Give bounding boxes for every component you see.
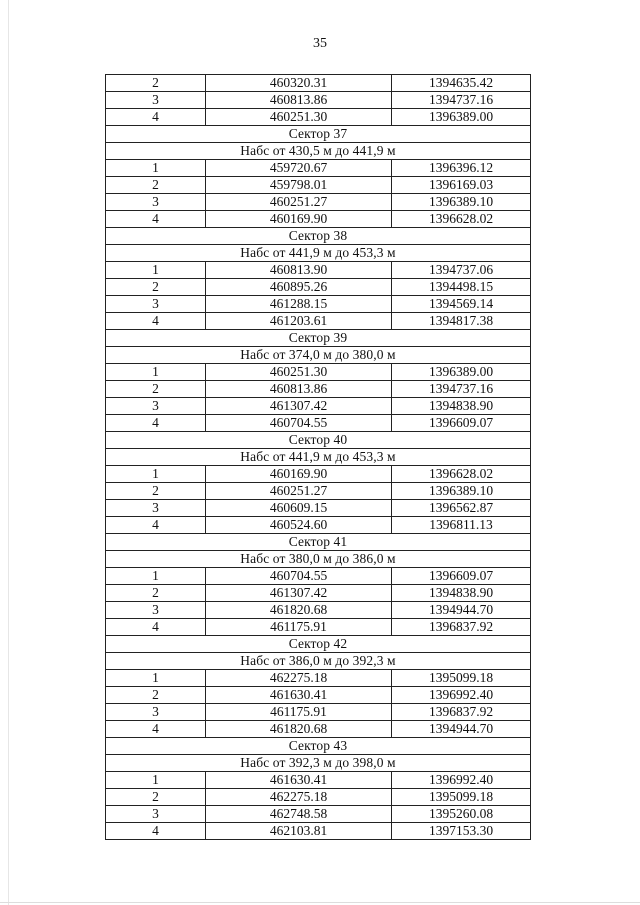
coordinates-table — [105, 74, 531, 840]
sector-height-range-row — [106, 551, 531, 568]
table-row — [106, 415, 531, 432]
table-row — [106, 296, 531, 313]
table-row — [106, 466, 531, 483]
x-coordinate-cell: 459720.67 — [206, 160, 392, 177]
x-coordinate-cell: 460524.60 — [206, 517, 392, 534]
y-coordinate-cell: 1396811.13 — [392, 517, 531, 534]
table-row — [106, 381, 531, 398]
y-coordinate-cell: 1397153.30 — [392, 823, 531, 840]
point-number-cell: 3 — [106, 296, 206, 313]
table-row — [106, 517, 531, 534]
point-number-cell: 2 — [106, 279, 206, 296]
sector-height-range-row — [106, 449, 531, 466]
point-number-cell: 4 — [106, 415, 206, 432]
point-number-cell: 1 — [106, 160, 206, 177]
point-number-cell: 4 — [106, 211, 206, 228]
x-coordinate-cell: 460251.30 — [206, 109, 392, 126]
sector-height-range-row — [106, 245, 531, 262]
table-row — [106, 704, 531, 721]
y-coordinate-cell: 1396389.10 — [392, 194, 531, 211]
point-number-cell: 2 — [106, 585, 206, 602]
table-row — [106, 568, 531, 585]
sector-title: Сектор 43 — [106, 738, 531, 755]
x-coordinate-cell: 460320.31 — [206, 75, 392, 92]
y-coordinate-cell: 1396837.92 — [392, 704, 531, 721]
x-coordinate-cell: 461175.91 — [206, 619, 392, 636]
point-number-cell: 4 — [106, 721, 206, 738]
table-row — [106, 262, 531, 279]
sector-title: Сектор 41 — [106, 534, 531, 551]
sector-title-row — [106, 126, 531, 143]
point-number-cell: 3 — [106, 704, 206, 721]
table-row — [106, 687, 531, 704]
x-coordinate-cell: 462275.18 — [206, 670, 392, 687]
y-coordinate-cell: 1396389.00 — [392, 364, 531, 381]
x-coordinate-cell: 461307.42 — [206, 585, 392, 602]
sector-height-range-row — [106, 347, 531, 364]
table-row — [106, 211, 531, 228]
x-coordinate-cell: 460813.86 — [206, 92, 392, 109]
table-row — [106, 313, 531, 330]
table-row — [106, 721, 531, 738]
y-coordinate-cell: 1396389.10 — [392, 483, 531, 500]
table-row — [106, 483, 531, 500]
table-row — [106, 806, 531, 823]
x-coordinate-cell: 460169.90 — [206, 466, 392, 483]
sector-height-range: Набс от 392,3 м до 398,0 м — [106, 755, 531, 772]
x-coordinate-cell: 461203.61 — [206, 313, 392, 330]
sector-title-row — [106, 534, 531, 551]
x-coordinate-cell: 460813.86 — [206, 381, 392, 398]
table-row — [106, 602, 531, 619]
y-coordinate-cell: 1396628.02 — [392, 211, 531, 228]
sector-height-range: Набс от 374,0 м до 380,0 м — [106, 347, 531, 364]
sector-title: Сектор 38 — [106, 228, 531, 245]
table-row — [106, 364, 531, 381]
table-row — [106, 789, 531, 806]
page-number: 35 — [313, 36, 327, 51]
y-coordinate-cell: 1396396.12 — [392, 160, 531, 177]
y-coordinate-cell: 1394944.70 — [392, 602, 531, 619]
y-coordinate-cell: 1395099.18 — [392, 670, 531, 687]
sector-title: Сектор 39 — [106, 330, 531, 347]
point-number-cell: 3 — [106, 500, 206, 517]
table-row — [106, 619, 531, 636]
y-coordinate-cell: 1394817.38 — [392, 313, 531, 330]
x-coordinate-cell: 460169.90 — [206, 211, 392, 228]
sector-title: Сектор 40 — [106, 432, 531, 449]
x-coordinate-cell: 461820.68 — [206, 602, 392, 619]
point-number-cell: 1 — [106, 262, 206, 279]
point-number-cell: 1 — [106, 364, 206, 381]
x-coordinate-cell: 462103.81 — [206, 823, 392, 840]
point-number-cell: 3 — [106, 398, 206, 415]
table-row — [106, 177, 531, 194]
point-number-cell: 4 — [106, 313, 206, 330]
point-number-cell: 3 — [106, 92, 206, 109]
table-row — [106, 823, 531, 840]
y-coordinate-cell: 1394838.90 — [392, 585, 531, 602]
x-coordinate-cell: 460813.90 — [206, 262, 392, 279]
sector-height-range: Набс от 380,0 м до 386,0 м — [106, 551, 531, 568]
table-row — [106, 160, 531, 177]
sector-height-range: Набс от 441,9 м до 453,3 м — [106, 245, 531, 262]
y-coordinate-cell: 1396992.40 — [392, 687, 531, 704]
x-coordinate-cell: 460704.55 — [206, 415, 392, 432]
table-row — [106, 670, 531, 687]
sector-height-range-row — [106, 755, 531, 772]
sector-title-row — [106, 228, 531, 245]
point-number-cell: 3 — [106, 602, 206, 619]
y-coordinate-cell: 1394737.16 — [392, 381, 531, 398]
y-coordinate-cell: 1394737.16 — [392, 92, 531, 109]
table-row — [106, 585, 531, 602]
x-coordinate-cell: 459798.01 — [206, 177, 392, 194]
sector-title: Сектор 42 — [106, 636, 531, 653]
y-coordinate-cell: 1394635.42 — [392, 75, 531, 92]
y-coordinate-cell: 1396562.87 — [392, 500, 531, 517]
point-number-cell: 2 — [106, 687, 206, 704]
x-coordinate-cell: 461175.91 — [206, 704, 392, 721]
y-coordinate-cell: 1394498.15 — [392, 279, 531, 296]
x-coordinate-cell: 461288.15 — [206, 296, 392, 313]
x-coordinate-cell: 460704.55 — [206, 568, 392, 585]
point-number-cell: 4 — [106, 517, 206, 534]
y-coordinate-cell: 1396992.40 — [392, 772, 531, 789]
y-coordinate-cell: 1396169.03 — [392, 177, 531, 194]
y-coordinate-cell: 1396609.07 — [392, 415, 531, 432]
sector-title: Сектор 37 — [106, 126, 531, 143]
coordinates-table-body — [106, 75, 531, 840]
y-coordinate-cell: 1396837.92 — [392, 619, 531, 636]
point-number-cell: 2 — [106, 75, 206, 92]
point-number-cell: 1 — [106, 772, 206, 789]
sector-title-row — [106, 738, 531, 755]
x-coordinate-cell: 462748.58 — [206, 806, 392, 823]
y-coordinate-cell: 1394737.06 — [392, 262, 531, 279]
table-row — [106, 500, 531, 517]
point-number-cell: 2 — [106, 789, 206, 806]
scan-edge-line — [8, 0, 9, 905]
point-number-cell: 1 — [106, 568, 206, 585]
y-coordinate-cell: 1396609.07 — [392, 568, 531, 585]
point-number-cell: 4 — [106, 109, 206, 126]
point-number-cell: 4 — [106, 619, 206, 636]
table-row — [106, 194, 531, 211]
table-row — [106, 772, 531, 789]
point-number-cell: 2 — [106, 381, 206, 398]
sector-title-row — [106, 330, 531, 347]
y-coordinate-cell: 1395099.18 — [392, 789, 531, 806]
x-coordinate-cell: 461307.42 — [206, 398, 392, 415]
scan-bottom-line — [0, 902, 640, 903]
y-coordinate-cell: 1394569.14 — [392, 296, 531, 313]
x-coordinate-cell: 460895.26 — [206, 279, 392, 296]
y-coordinate-cell: 1396389.00 — [392, 109, 531, 126]
table-row — [106, 92, 531, 109]
y-coordinate-cell: 1395260.08 — [392, 806, 531, 823]
y-coordinate-cell: 1396628.02 — [392, 466, 531, 483]
table-row — [106, 75, 531, 92]
sector-title-row — [106, 636, 531, 653]
sector-height-range: Набс от 430,5 м до 441,9 м — [106, 143, 531, 160]
point-number-cell: 3 — [106, 806, 206, 823]
table-row — [106, 398, 531, 415]
x-coordinate-cell: 461630.41 — [206, 687, 392, 704]
point-number-cell: 3 — [106, 194, 206, 211]
sector-height-range-row — [106, 653, 531, 670]
x-coordinate-cell: 461820.68 — [206, 721, 392, 738]
sector-height-range: Набс от 441,9 м до 453,3 м — [106, 449, 531, 466]
x-coordinate-cell: 460251.27 — [206, 483, 392, 500]
y-coordinate-cell: 1394944.70 — [392, 721, 531, 738]
y-coordinate-cell: 1394838.90 — [392, 398, 531, 415]
point-number-cell: 2 — [106, 483, 206, 500]
point-number-cell: 4 — [106, 823, 206, 840]
table-row — [106, 109, 531, 126]
x-coordinate-cell: 460251.27 — [206, 194, 392, 211]
sector-height-range: Набс от 386,0 м до 392,3 м — [106, 653, 531, 670]
point-number-cell: 2 — [106, 177, 206, 194]
sector-height-range-row — [106, 143, 531, 160]
x-coordinate-cell: 462275.18 — [206, 789, 392, 806]
table-row — [106, 279, 531, 296]
x-coordinate-cell: 461630.41 — [206, 772, 392, 789]
sector-title-row — [106, 432, 531, 449]
point-number-cell: 1 — [106, 466, 206, 483]
x-coordinate-cell: 460609.15 — [206, 500, 392, 517]
point-number-cell: 1 — [106, 670, 206, 687]
x-coordinate-cell: 460251.30 — [206, 364, 392, 381]
